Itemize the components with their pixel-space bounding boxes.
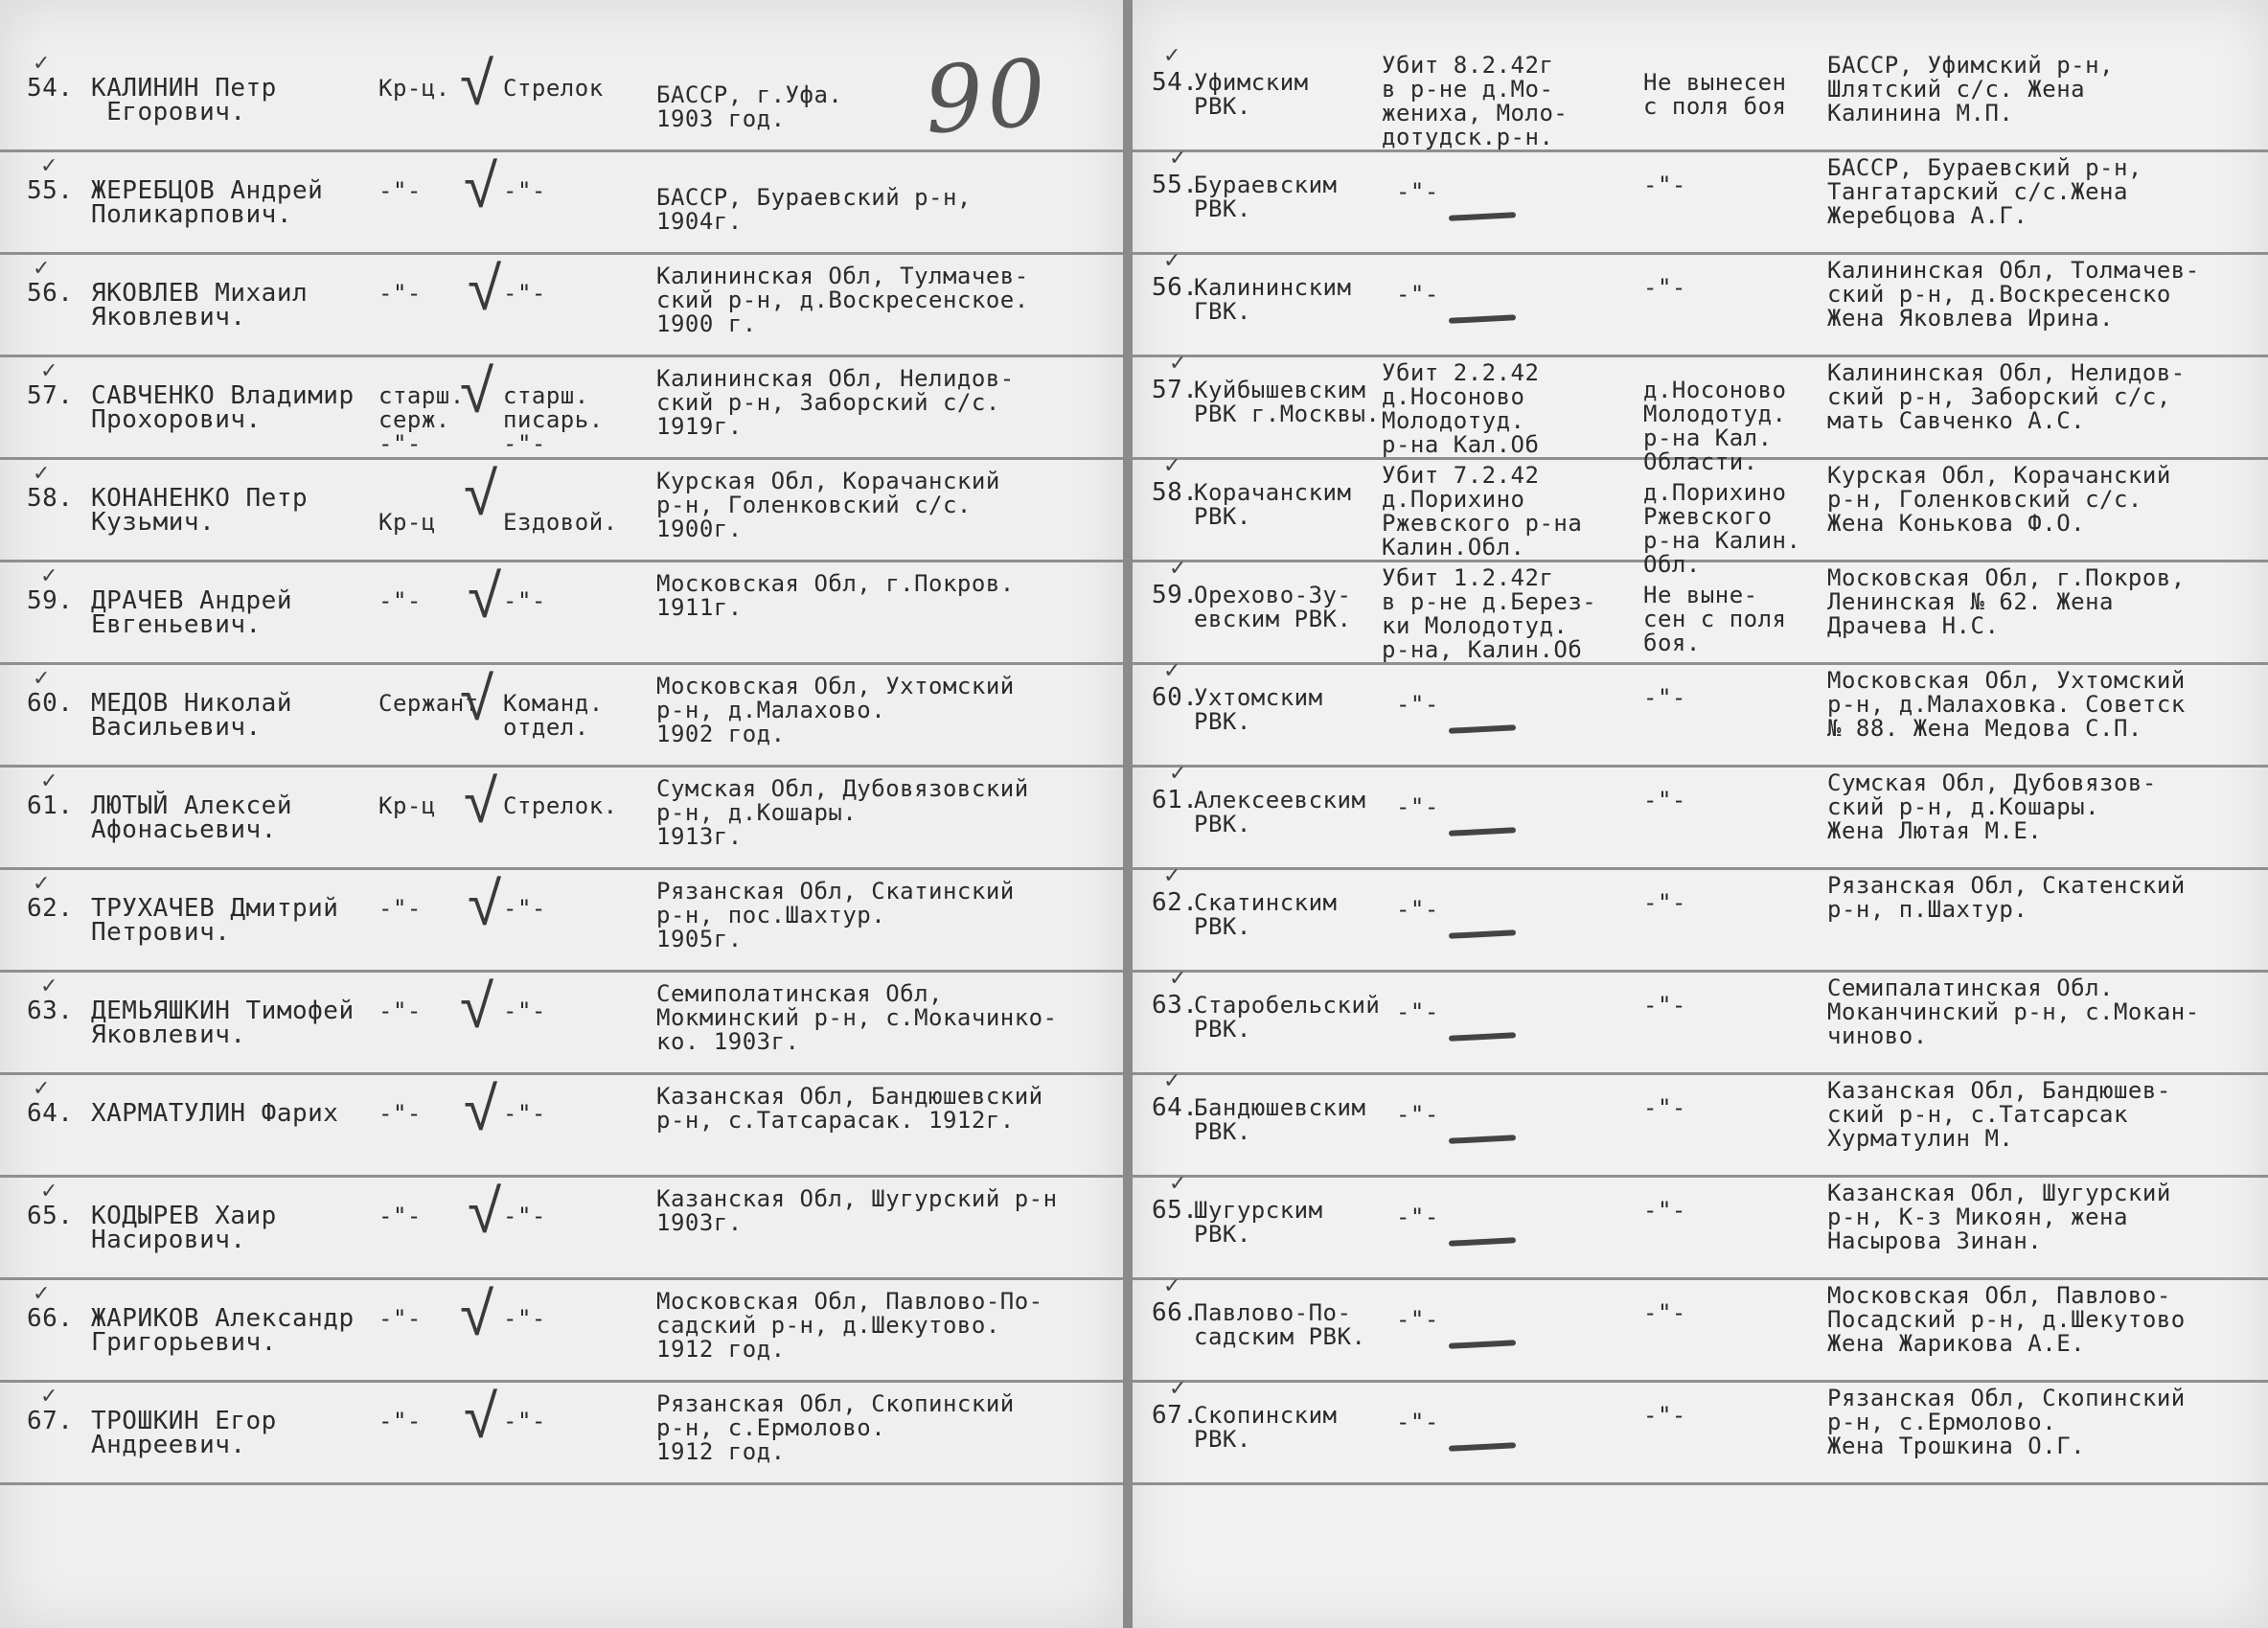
tick-mark-icon: ✓ <box>1163 454 1181 478</box>
tick-mark-icon: ✓ <box>33 667 51 691</box>
position-title: -"- <box>503 177 546 204</box>
enlistment-office: Корачанским РВК. <box>1194 479 1352 530</box>
row-number: 55. <box>27 176 74 205</box>
birth-info: Калининская Обл, Тулмачев- ский р-н, д.Воскресенское. 1900 г. <box>656 263 1029 337</box>
row-number: 57. <box>1152 376 1199 404</box>
person-name: КОДЫРЕВ Хаир Насирович. <box>91 1202 277 1254</box>
checkmark-icon: √ <box>464 1074 498 1145</box>
row-number: 55. <box>1152 171 1199 199</box>
ink-underline-mark <box>1449 212 1516 221</box>
checkmark-icon: √ <box>464 459 498 530</box>
row-number: 62. <box>27 894 74 923</box>
enlistment-office: Калининским ГВК. <box>1194 274 1352 325</box>
row-number: 60. <box>27 689 74 718</box>
checkmark-icon: √ <box>468 869 502 940</box>
ink-underline-mark <box>1449 1237 1516 1247</box>
table-row <box>1133 1274 2268 1383</box>
enlistment-office: Ухтомским РВК. <box>1194 684 1323 735</box>
position-title: Стрелок. <box>503 792 618 819</box>
position-title: -"- <box>503 895 546 922</box>
birth-info: Казанская Обл, Бандюшевский р-н, с.Татсарасак. 1912г. <box>656 1083 1043 1134</box>
row-number: 57. <box>27 381 74 410</box>
enlistment-office: Скопинским РВК. <box>1194 1402 1338 1453</box>
birth-info: Курская Обл, Корачанский р-н, Голенковский с/с. 1900г. <box>656 468 1000 542</box>
family-address: Казанская Обл, Шугурский р-н, К-з Микоян, жена Насырова Зинан. <box>1827 1180 2171 1254</box>
position-title: Стрелок <box>503 75 604 102</box>
checkmark-icon: √ <box>460 1279 494 1350</box>
checkmark-icon: √ <box>464 151 498 222</box>
family-address: Калининская Обл, Толмачев- ский р-н, д.Воскресенско Жена Яковлева Ирина. <box>1827 257 2200 332</box>
burial-place: Не вынесен с поля боя <box>1643 69 1787 120</box>
military-rank: -"- <box>378 1408 422 1434</box>
checkmark-icon: √ <box>460 49 494 120</box>
death-info: -"- <box>1395 178 1439 205</box>
position-title: старш. писарь. -"- <box>503 382 604 457</box>
person-name: КОНАНЕНКО Петр Кузьмич. <box>91 484 309 537</box>
birth-info: Сумская Обл, Дубовязовский р-н, д.Кошары. 1913г. <box>656 775 1029 850</box>
person-name: ДЕМЬЯШКИН Тимофей Яковлевич. <box>91 997 355 1049</box>
row-number: 54. <box>1152 68 1199 97</box>
enlistment-office: Старобельский РВК. <box>1194 992 1381 1043</box>
ink-underline-mark <box>1449 724 1516 734</box>
tick-mark-icon: ✓ <box>1169 557 1187 581</box>
row-number: 56. <box>27 279 74 308</box>
burial-place: -"- <box>1643 787 1686 814</box>
position-title: -"- <box>503 997 546 1024</box>
person-name: ЛЮТЫЙ Алексей Афонасьевич. <box>91 791 292 844</box>
family-address: Сумская Обл, Дубовязов- ский р-н, д.Кошары. Жена Лютая М.Е. <box>1827 769 2157 844</box>
person-name: ЖАРИКОВ Александр Григорьевич. <box>91 1304 355 1357</box>
table-row <box>0 562 1123 665</box>
tick-mark-icon: ✓ <box>33 52 51 76</box>
death-info: -"- <box>1395 1306 1439 1333</box>
position-title: Команд. отдел. <box>503 690 604 741</box>
table-row <box>1133 762 2268 870</box>
death-info: -"- <box>1395 1204 1439 1230</box>
burial-place: -"- <box>1643 1402 1686 1429</box>
row-number: 62. <box>1152 888 1199 917</box>
death-info: -"- <box>1395 793 1439 820</box>
tick-mark-icon: ✓ <box>1169 762 1187 786</box>
row-number: 54. <box>27 74 74 103</box>
tick-mark-icon: ✓ <box>1169 1377 1187 1401</box>
family-address: Московская Обл, Ухтомский р-н, д.Малаховка. Советск № 88. Жена Медова С.П. <box>1827 667 2186 742</box>
tick-mark-icon: ✓ <box>40 1180 58 1204</box>
row-number: 59. <box>27 586 74 615</box>
row-number: 64. <box>27 1099 74 1128</box>
tick-mark-icon: ✓ <box>1163 44 1181 68</box>
row-number: 67. <box>27 1407 74 1435</box>
row-number: 61. <box>27 791 74 820</box>
tick-mark-icon: ✓ <box>1163 1069 1181 1093</box>
birth-info: Семиполатинская Обл, Мокминский р-н, с.Мокачинко- ко. 1903г. <box>656 980 1058 1055</box>
person-name: ЯКОВЛЕВ Михаил Яковлевич. <box>91 279 309 332</box>
tick-mark-icon: ✓ <box>1169 147 1187 171</box>
enlistment-office: Скатинским РВК. <box>1194 889 1338 940</box>
burial-place: -"- <box>1643 684 1686 711</box>
military-rank: Сержант <box>378 690 479 717</box>
table-row <box>1133 1172 2268 1280</box>
person-name: МЕДОВ Николай Васильевич. <box>91 689 292 742</box>
tick-mark-icon: ✓ <box>1163 249 1181 273</box>
right-table <box>1133 44 2268 1485</box>
birth-info: БАССР, Бураевский р-н, 1904г. <box>656 184 972 235</box>
birth-info: Калининская Обл, Нелидов- ский р-н, Заборский с/с. 1919г. <box>656 365 1015 440</box>
enlistment-office: Бандюшевским РВК. <box>1194 1094 1366 1145</box>
burial-place: -"- <box>1643 1094 1686 1121</box>
death-info: -"- <box>1395 998 1439 1025</box>
checkmark-icon: √ <box>468 1177 502 1248</box>
checkmark-icon: √ <box>460 664 494 735</box>
checkmark-icon: √ <box>464 1382 498 1453</box>
position-title: -"- <box>503 1408 546 1434</box>
table-row <box>0 870 1123 973</box>
family-address: Курская Обл, Корачанский р-н, Голенковский с/с. Жена Конькова Ф.О. <box>1827 462 2171 537</box>
tick-mark-icon: ✓ <box>40 564 58 588</box>
military-rank: -"- <box>378 1203 422 1229</box>
military-rank: -"- <box>378 177 422 204</box>
tick-mark-icon: ✓ <box>1163 659 1181 683</box>
family-address: Рязанская Обл, Скатенский р-н, п.Шахтур. <box>1827 872 2186 923</box>
death-info: -"- <box>1395 691 1439 718</box>
right-page <box>1133 0 2268 1628</box>
tick-mark-icon: ✓ <box>1169 1172 1187 1196</box>
tick-mark-icon: ✓ <box>1163 864 1181 888</box>
tick-mark-icon: ✓ <box>40 769 58 793</box>
table-row <box>1133 1069 2268 1178</box>
ink-underline-mark <box>1449 314 1516 324</box>
burial-place: д.Порихино Ржевского р-на Калин. Обл. <box>1643 479 1801 578</box>
death-info: -"- <box>1395 1101 1439 1128</box>
table-row <box>0 1075 1123 1178</box>
row-number: 56. <box>1152 273 1199 302</box>
tick-mark-icon: ✓ <box>1169 967 1187 991</box>
burial-place: -"- <box>1643 1299 1686 1326</box>
person-name: ДРАЧЕВ Андрей Евгеньевич. <box>91 586 292 639</box>
family-address: Московская Обл, г.Покров, Ленинская № 62. Жена Драчева Н.С. <box>1827 564 2186 639</box>
tick-mark-icon: ✓ <box>1163 1274 1181 1298</box>
military-rank: старш. серж. -"- <box>378 382 465 457</box>
death-info: Убит 7.2.42 д.Порихино Ржевского р-на Калин.Обл. <box>1382 462 1583 561</box>
military-rank: -"- <box>378 895 422 922</box>
tick-mark-icon: ✓ <box>33 257 51 281</box>
burial-place: -"- <box>1643 889 1686 916</box>
family-address: Калининская Обл, Нелидов- ский р-н, Заборский с/с, мать Савченко А.С. <box>1827 359 2186 434</box>
row-number: 58. <box>27 484 74 513</box>
checkmark-icon: √ <box>468 254 502 325</box>
row-number: 61. <box>1152 786 1199 814</box>
row-number: 65. <box>1152 1196 1199 1225</box>
position-title: -"- <box>503 1203 546 1229</box>
table-row <box>1133 1377 2268 1485</box>
row-number: 67. <box>1152 1401 1199 1430</box>
table-row <box>1133 147 2268 255</box>
birth-info: Московская Обл, Ухтомский р-н, д.Малахово. 1902 год. <box>656 673 1015 747</box>
birth-info: Казанская Обл, Шугурский р-н 1903г. <box>656 1185 1058 1236</box>
table-row <box>0 973 1123 1075</box>
person-name: ТРОШКИН Егор Андреевич. <box>91 1407 277 1459</box>
military-rank: -"- <box>378 587 422 614</box>
table-row <box>1133 659 2268 768</box>
table-row <box>0 50 1123 152</box>
family-address: Московская Обл, Павлово- Посадский р-н, д.Шекутово Жена Жарикова А.Е. <box>1827 1282 2186 1357</box>
military-rank: Кр-ц. <box>378 75 450 102</box>
table-row <box>1133 44 2268 152</box>
table-row <box>0 460 1123 562</box>
table-row <box>0 1383 1123 1485</box>
person-name: САВЧЕНКО Владимир Прохорович. <box>91 381 355 434</box>
table-row <box>0 1280 1123 1383</box>
death-info: Убит 1.2.42г в р-не д.Берез- ки Молодотуд. р-на, Калин.Об <box>1382 564 1597 663</box>
tick-mark-icon: ✓ <box>40 359 58 383</box>
enlistment-office: Шугурским РВК. <box>1194 1197 1323 1248</box>
family-address: БАССР, Уфимский р-н, Шлятский с/с. Жена Калинина М.П. <box>1827 52 2114 126</box>
military-rank: Кр-ц <box>378 509 436 536</box>
person-name: ХАРМАТУЛИН Фарих <box>91 1099 339 1128</box>
person-name: ТРУХАЧЕВ Дмитрий Петрович. <box>91 894 339 947</box>
family-address: Казанская Обл, Бандюшев- ский р-н, с.Татсарсак Хурматулин М. <box>1827 1077 2171 1152</box>
military-rank: -"- <box>378 1100 422 1127</box>
tick-mark-icon: ✓ <box>33 462 51 486</box>
tick-mark-icon: ✓ <box>40 154 58 178</box>
table-row <box>0 665 1123 768</box>
burial-place: -"- <box>1643 274 1686 301</box>
military-rank: -"- <box>378 280 422 307</box>
left-table <box>0 50 1123 1485</box>
family-address: БАССР, Бураевский р-н, Тангатарский с/с.Жена Жеребцова А.Г. <box>1827 154 2142 229</box>
ink-underline-mark <box>1449 1032 1516 1042</box>
birth-info: Московская Обл, г.Покров. 1911г. <box>656 570 1015 621</box>
row-number: 66. <box>1152 1298 1199 1327</box>
position-title: -"- <box>503 1100 546 1127</box>
tick-mark-icon: ✓ <box>1169 352 1187 376</box>
burial-place: Не выне- сен с поля боя. <box>1643 582 1787 656</box>
tick-mark-icon: ✓ <box>40 1385 58 1409</box>
death-info: -"- <box>1395 896 1439 923</box>
row-number: 60. <box>1152 683 1199 712</box>
table-row <box>1133 352 2268 475</box>
checkmark-icon: √ <box>460 356 494 427</box>
burial-place: -"- <box>1643 172 1686 198</box>
death-info: -"- <box>1395 1409 1439 1435</box>
row-number: 63. <box>27 997 74 1025</box>
burial-place: д.Носоново Молодотуд. р-на Кал. Области. <box>1643 377 1787 475</box>
enlistment-office: Бураевским РВК. <box>1194 172 1338 222</box>
military-rank: -"- <box>378 1305 422 1332</box>
row-number: 63. <box>1152 991 1199 1020</box>
table-row <box>1133 864 2268 973</box>
enlistment-office: Уфимским РВК. <box>1194 69 1309 120</box>
table-row <box>0 768 1123 870</box>
ink-underline-mark <box>1449 929 1516 939</box>
table-row <box>0 357 1123 460</box>
birth-info: Московская Обл, Павлово-По- садский р-н, д.Шекутово. 1912 год. <box>656 1288 1043 1363</box>
death-info: Убит 2.2.42 д.Носоново Молодотуд. р-на Кал.Об <box>1382 359 1540 458</box>
position-title: Ездовой. <box>503 509 618 536</box>
table-row <box>1133 249 2268 357</box>
table-row <box>0 255 1123 357</box>
table-row <box>0 152 1123 255</box>
birth-info: БАССР, г.Уфа. 1903 год. <box>656 81 843 132</box>
tick-mark-icon: ✓ <box>33 872 51 896</box>
military-rank: -"- <box>378 997 422 1024</box>
ink-underline-mark <box>1449 1135 1516 1144</box>
table-row <box>1133 454 2268 578</box>
table-row <box>1133 967 2268 1075</box>
position-title: -"- <box>503 280 546 307</box>
enlistment-office: Павлово-По- садским РВК. <box>1194 1299 1366 1350</box>
checkmark-icon: √ <box>464 767 498 837</box>
checkmark-icon: √ <box>460 972 494 1043</box>
ink-underline-mark <box>1449 827 1516 837</box>
tick-mark-icon: ✓ <box>40 975 58 998</box>
person-name: КАЛИНИН Петр Егорович. <box>91 74 277 126</box>
handwritten-page-number: 90 <box>921 38 1053 155</box>
position-title: -"- <box>503 587 546 614</box>
row-number: 64. <box>1152 1093 1199 1122</box>
military-rank: Кр-ц <box>378 792 436 819</box>
tick-mark-icon: ✓ <box>33 1077 51 1101</box>
burial-place: -"- <box>1643 1197 1686 1224</box>
ink-underline-mark <box>1449 1340 1516 1349</box>
enlistment-office: Куйбышевским РВК г.Москвы. <box>1194 377 1381 427</box>
enlistment-office: Алексеевским РВК. <box>1194 787 1366 837</box>
family-address: Рязанская Обл, Скопинский р-н, с.Ермолово. Жена Трошкина О.Г. <box>1827 1385 2186 1459</box>
enlistment-office: Орехово-Зу- евским РВК. <box>1194 582 1352 632</box>
person-name: ЖЕРЕБЦОВ Андрей Поликарпович. <box>91 176 324 229</box>
tick-mark-icon: ✓ <box>33 1282 51 1306</box>
row-number: 59. <box>1152 581 1199 609</box>
table-row <box>1133 557 2268 665</box>
position-title: -"- <box>503 1305 546 1332</box>
row-number: 58. <box>1152 478 1199 507</box>
death-info: -"- <box>1395 281 1439 308</box>
ink-underline-mark <box>1449 1442 1516 1452</box>
burial-place: -"- <box>1643 992 1686 1019</box>
birth-info: Рязанская Обл, Скатинский р-н, пос.Шахтур. 1905г. <box>656 878 1015 952</box>
row-number: 65. <box>27 1202 74 1230</box>
birth-info: Рязанская Обл, Скопинский р-н, с.Ермолово. 1912 год. <box>656 1390 1015 1465</box>
row-number: 66. <box>27 1304 74 1333</box>
table-row <box>0 1178 1123 1280</box>
family-address: Семипалатинская Обл. Моканчинский р-н, с.Мокан- чиново. <box>1827 975 2200 1049</box>
checkmark-icon: √ <box>468 562 502 632</box>
left-page <box>0 0 1123 1628</box>
death-info: Убит 8.2.42г в р-не д.Мо- жениха, Моло- дотудск.р-н. <box>1382 52 1569 150</box>
